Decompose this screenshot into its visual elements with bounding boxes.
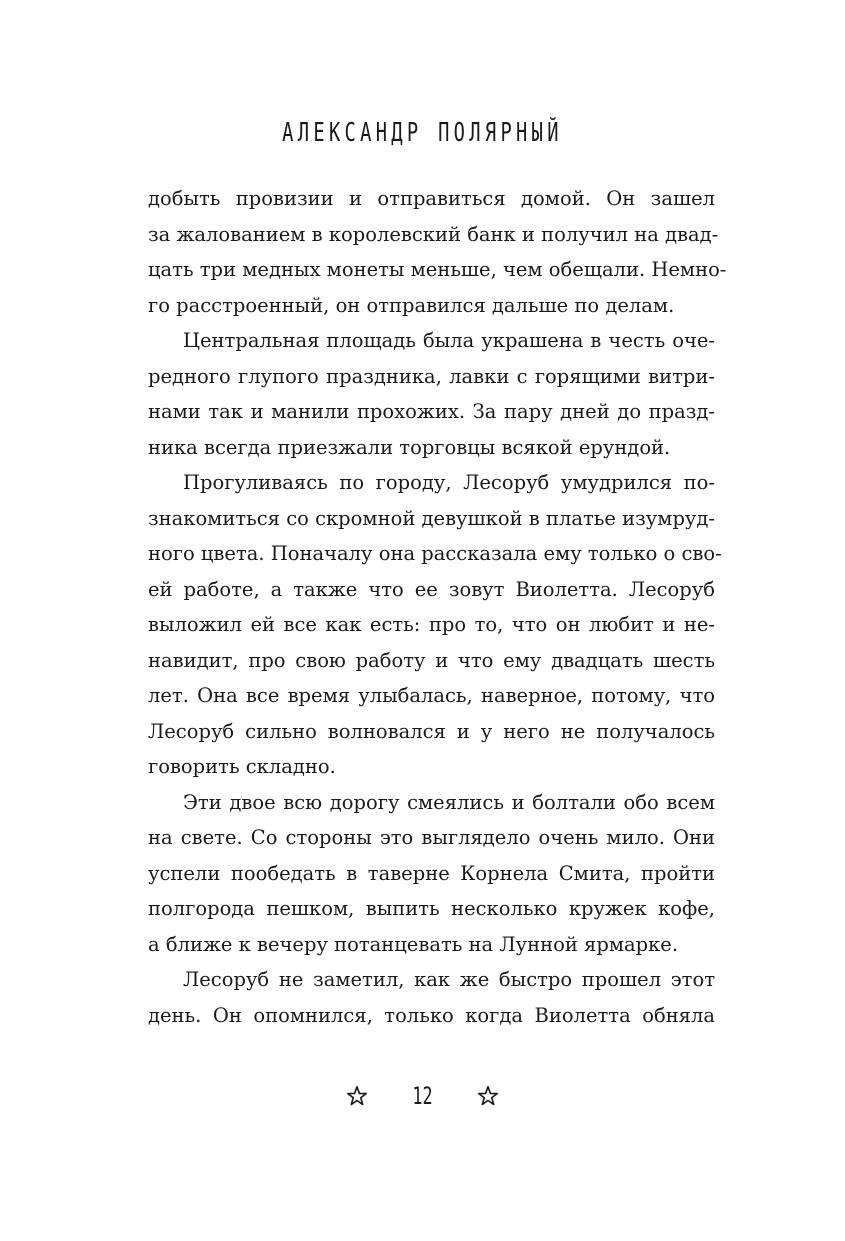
text-line: день. Он опомнился, только когда Виолетта обняла <box>148 1003 715 1027</box>
text-line: ей работе, а также что ее зовут Виолетта. Лесоруб <box>148 577 715 601</box>
text-line: выложил ей все как есть: про то, что он любит и не- <box>148 613 715 636</box>
text-line: редного глупого праздника, лавки с горящими витри- <box>148 364 715 388</box>
text-line: нами так и манили прохожих. За пару дней до празд- <box>148 400 715 423</box>
text-line: полгорода пешком, выпить несколько кружек кофе, <box>148 897 715 920</box>
text-line: го расстроенный, он отправился дальше по делам. <box>148 293 675 317</box>
text-line: Прогуливаясь по городу, Лесоруб умудрился по- <box>183 471 715 494</box>
page-footer <box>0 1082 845 1110</box>
text-line: навидит, про свою работу и что ему двадцать шесть <box>148 648 715 672</box>
text-line: Лесоруб сильно волновался и у него не получалось <box>148 719 715 743</box>
text-line: ника всегда приезжали торговцы всякой ерундой. <box>148 435 671 459</box>
text-line: добыть провизии и отправиться домой. Он зашел <box>148 187 715 210</box>
text-line: успели пообедать в таверне Корнела Смита, пройти <box>148 861 715 885</box>
text-line: за жалованием в королевский банк и получил на двад- <box>148 222 719 246</box>
text-line: ного цвета. Поначалу она рассказала ему только о сво- <box>148 542 722 565</box>
text-line: цать три медных монеты меньше, чем обещали. Немно- <box>148 258 727 281</box>
text-line: говорить складно. <box>148 755 336 778</box>
text-line: Центральная площадь была украшена в честь оче- <box>183 329 715 352</box>
text-line: на свете. Со стороны это выглядело очень мило. Они <box>148 826 715 849</box>
page-number: 12 <box>412 1082 433 1110</box>
body-text <box>148 181 727 1033</box>
text-line: лет. Она все время улыбалась, наверное, потому, что <box>148 684 715 707</box>
running-title: АЛЕКСАНДР ПОЛЯРНЫЙ <box>282 118 563 148</box>
text-line: знакомиться со скромной девушкой в платье изумруд- <box>148 506 715 530</box>
star-icon-right <box>477 1085 499 1107</box>
text-line: а ближе к вечеру потанцевать на Лунной ярмарке. <box>148 932 679 956</box>
text-line: Лесоруб не заметил, как же быстро прошел этот <box>183 968 715 991</box>
text-line: Эти двое всю дорогу смеялись и болтали обо всем <box>183 790 715 814</box>
star-icon-left <box>346 1085 368 1107</box>
